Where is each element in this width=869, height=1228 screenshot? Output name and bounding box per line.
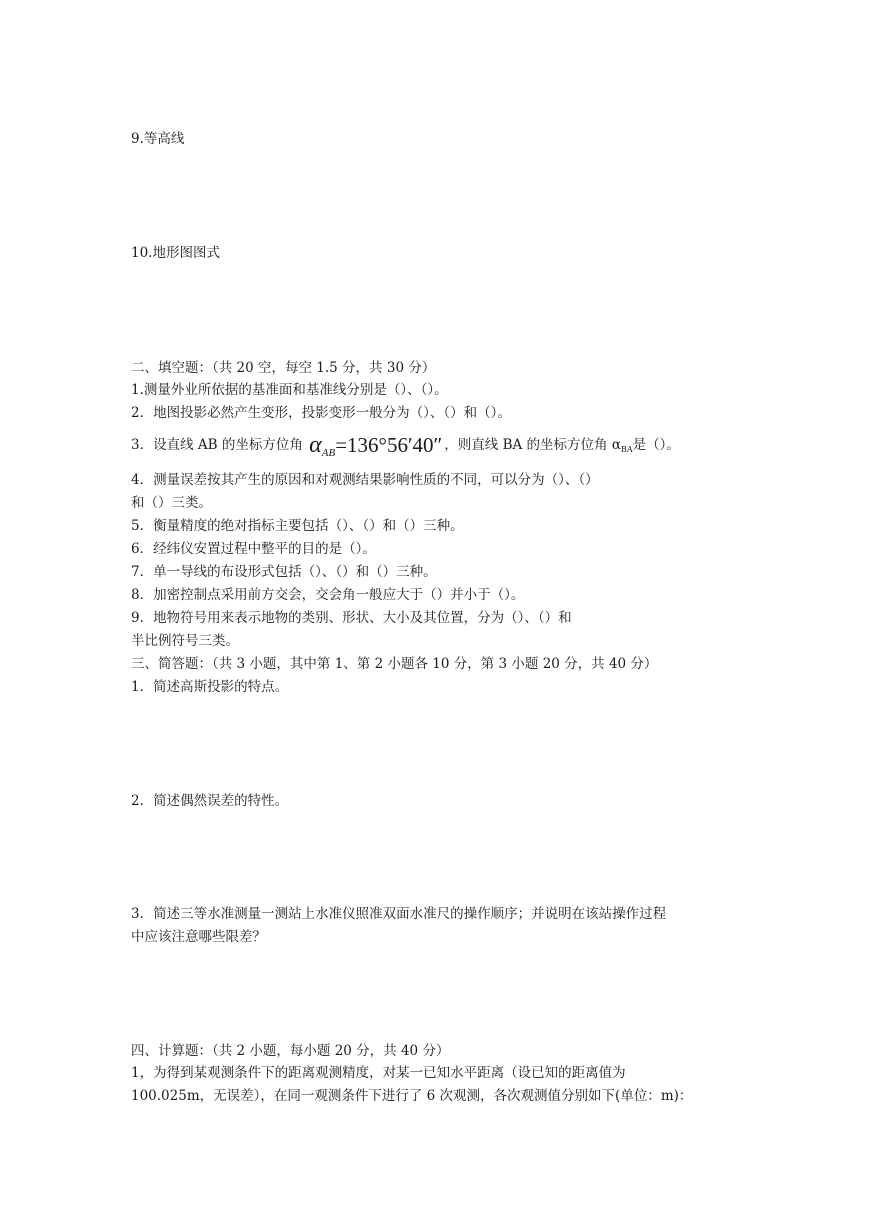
azimuth-formula bbox=[309, 432, 443, 462]
q3-suffix-b: 是（）。 bbox=[632, 437, 680, 453]
short-answer-question-2: 2．简述偶然误差的特性。 bbox=[131, 793, 289, 809]
section-2-heading: 二、填空题：（共 20 空，每空 1.5 分，共 30 分） bbox=[131, 360, 436, 376]
calc-question-1-line-2: 100.025m，无误差），在同一观测条件下进行了 6 次观测，各次观测值分别如下(单位：m)： bbox=[131, 1088, 693, 1104]
fill-question-2: 2．地图投影必然产生变形，投影变形一般分为（）、（）和（）。 bbox=[131, 405, 511, 421]
fill-question-9-line-1: 9．地物符号用来表示地物的类别、形状、大小及其位置，分为（）、（）和 bbox=[131, 610, 572, 626]
calc-question-1-line-1: 1，为得到某观测条件下的距离观测精度，对某一已知水平距离（设已知的距离值为 bbox=[131, 1065, 626, 1081]
q3-suffix-subscript: BA bbox=[620, 445, 633, 454]
term-item-10: 10.地形图图式 bbox=[131, 245, 220, 261]
formula-value: =136°56′40″ bbox=[335, 433, 443, 457]
term-item-9: 9.等高线 bbox=[131, 131, 185, 147]
section-3-heading: 三、简答题：（共 3 小题，其中第 1、第 2 小题各 10 分，第 3 小题 20 分，共 40 分） bbox=[131, 656, 658, 672]
fill-question-3 bbox=[131, 432, 680, 462]
formula-alpha: α bbox=[309, 432, 322, 458]
fill-question-1: 1.测量外业所依据的基准面和基准线分别是（）、（）。 bbox=[131, 382, 448, 398]
fill-question-9-line-2: 半比例符号三类。 bbox=[131, 633, 239, 649]
section-4-heading: 四、计算题：（共 2 小题，每小题 20 分，共 40 分） bbox=[131, 1043, 450, 1059]
fill-question-7: 7．单一导线的布设形式包括（）、（）和（）三种。 bbox=[131, 564, 437, 580]
fill-question-5: 5．衡量精度的绝对指标主要包括（）、（）和（）三种。 bbox=[131, 518, 464, 534]
q3-prefix: 3．设直线 AB 的坐标方位角 bbox=[131, 437, 303, 453]
fill-question-4-line-1: 4．测量误差按其产生的原因和对观测结果影响性质的不同，可以分为（）、（） bbox=[131, 472, 599, 488]
q3-suffix-a: ，则直线 BA 的坐标方位角 α bbox=[444, 437, 621, 453]
fill-question-8: 8．加密控制点采用前方交会，交会角一般应大于（）并小于（）。 bbox=[131, 587, 525, 603]
short-answer-question-3-line-2: 中应该注意哪些限差？ bbox=[131, 929, 266, 945]
short-answer-question-1: 1．简述高斯投影的特点。 bbox=[131, 679, 289, 695]
formula-subscript: AB bbox=[321, 447, 336, 459]
fill-question-4-line-2: 和（）三类。 bbox=[131, 495, 212, 511]
fill-question-6: 6．经纬仪安置过程中整平的目的是（）。 bbox=[131, 541, 376, 557]
short-answer-question-3-line-1: 3．简述三等水准测量一测站上水准仪照准双面水准尺的操作顺序；并说明在该站操作过程 bbox=[131, 906, 667, 922]
